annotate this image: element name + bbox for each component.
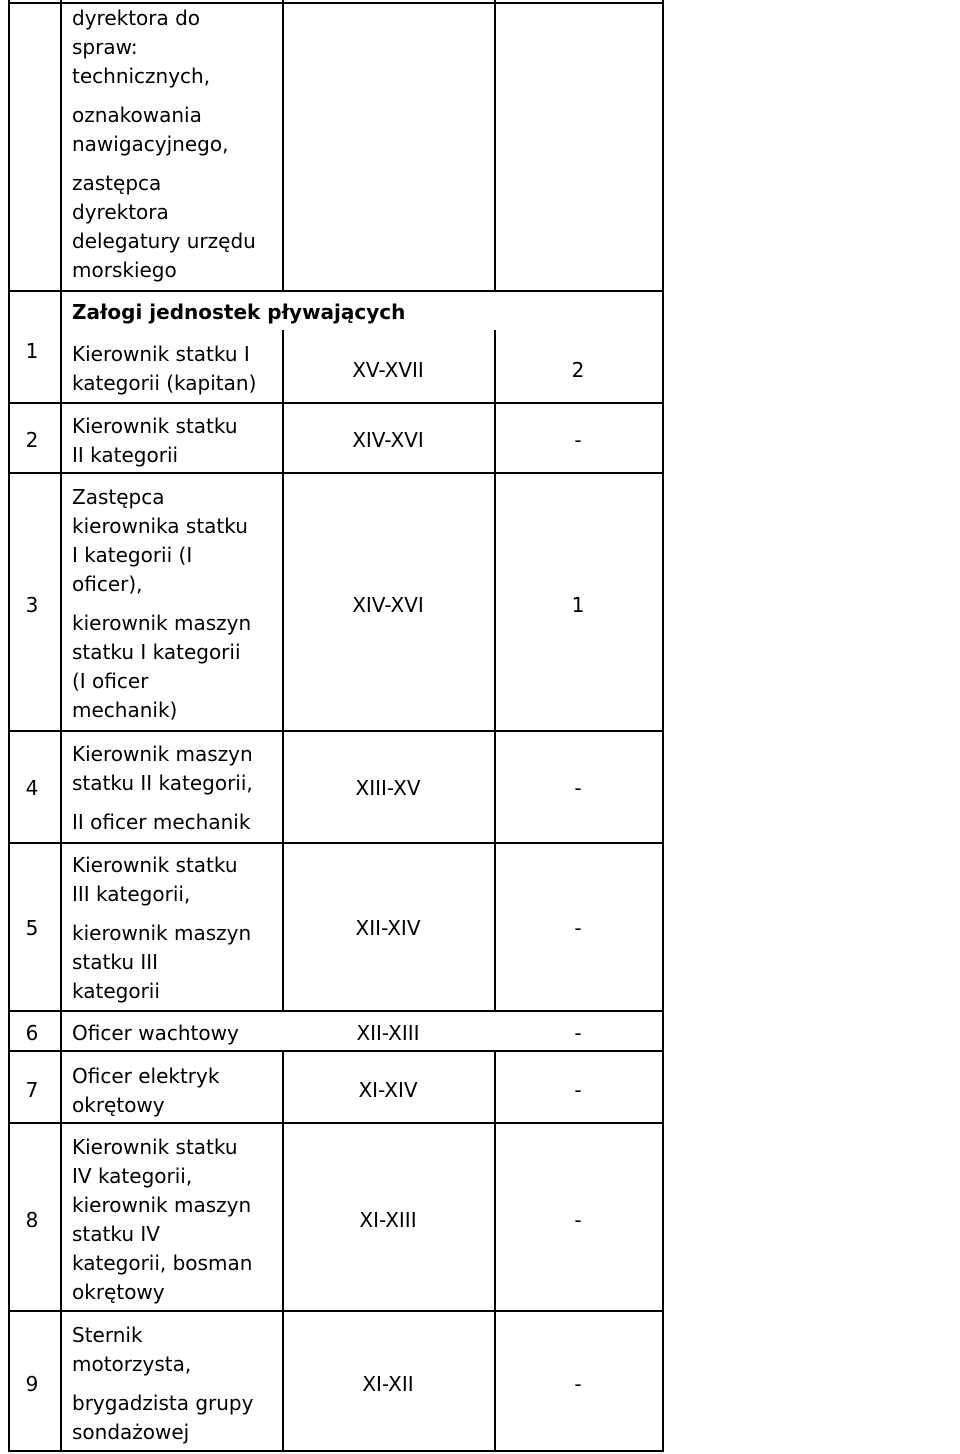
top-fragment-text [72, 4, 256, 285]
name-line: kierownik maszyn [72, 1193, 252, 1217]
row-number: 8 [25, 1208, 39, 1232]
category-code: XV-XVII [352, 358, 424, 382]
count-value: - [574, 1208, 582, 1232]
fragment-line: morskiego [72, 258, 177, 282]
count-value: - [574, 1021, 582, 1045]
name-line: Sternik [72, 1323, 143, 1347]
column-divider-2 [282, 0, 284, 290]
category-code: XII-XIV [355, 916, 421, 940]
category-code: XII-XIII [356, 1021, 420, 1045]
count-value: - [574, 1078, 582, 1102]
row-number: 5 [25, 916, 39, 940]
position-name [72, 1019, 239, 1048]
category-code: XI-XIV [358, 1078, 418, 1102]
column-divider-2c [282, 1050, 284, 1452]
row-divider [8, 1122, 664, 1124]
row-divider [8, 730, 664, 732]
row-divider [8, 842, 664, 844]
name-line: statku IV [72, 1222, 160, 1246]
name-line: kierownika statku [72, 514, 248, 538]
position-name [72, 740, 253, 837]
row-divider [8, 1010, 664, 1012]
row-number: 3 [25, 593, 39, 617]
name-line: Kierownik statku [72, 853, 238, 877]
count-value: - [574, 428, 582, 452]
table-border-right [662, 0, 664, 1452]
count-value: 2 [571, 358, 585, 382]
name-line: IV kategorii, [72, 1164, 193, 1188]
count-value: 1 [571, 593, 585, 617]
fragment-line: technicznych, [72, 64, 211, 88]
name-line: okrętowy [72, 1280, 165, 1304]
name-line: Oficer elektryk [72, 1064, 220, 1088]
name-line: I kategorii (I [72, 543, 193, 567]
name-line: kategorii, bosman [72, 1251, 253, 1275]
name-line: (I oficer [72, 669, 149, 693]
count-value: - [574, 776, 582, 800]
column-divider-3 [494, 0, 496, 290]
row-number: 7 [25, 1078, 39, 1102]
row-divider [8, 290, 664, 292]
position-name [72, 340, 256, 398]
name-line: oficer), [72, 572, 143, 596]
position-name [72, 483, 251, 725]
name-line: okrętowy [72, 1093, 165, 1117]
category-code: XI-XIII [359, 1208, 417, 1232]
column-divider-1 [60, 0, 62, 1452]
fragment-line: delegatury urzędu [72, 229, 256, 253]
count-value: - [574, 916, 582, 940]
name-line: kategorii (kapitan) [72, 371, 257, 395]
name-line: mechanik) [72, 698, 178, 722]
position-name [72, 1062, 219, 1120]
column-divider-3c [494, 1050, 496, 1452]
name-line: II kategorii [72, 443, 179, 467]
column-divider-2b [282, 330, 284, 1010]
position-name [72, 412, 238, 470]
table-border-bottom [8, 1450, 664, 1452]
category-code: XIII-XV [355, 776, 421, 800]
category-code: XIV-XVI [352, 593, 424, 617]
name-line: kategorii [72, 979, 160, 1003]
category-code: XIV-XVI [352, 428, 424, 452]
name-line: statku II kategorii, [72, 771, 253, 795]
name-line: Kierownik statku I [72, 342, 250, 366]
name-line: sondażowej [72, 1420, 190, 1444]
name-line: kierownik maszyn [72, 921, 252, 945]
row-number: 4 [25, 776, 39, 800]
count-value: - [574, 1372, 582, 1396]
position-name [72, 851, 251, 1006]
section-heading: Załogi jednostek pływających [72, 300, 406, 324]
fragment-line: nawigacyjnego, [72, 132, 229, 156]
row-number: 9 [25, 1372, 39, 1396]
row-number: 2 [25, 428, 39, 452]
name-line: Zastępca [72, 485, 165, 509]
name-line: brygadzista grupy [72, 1391, 254, 1415]
fragment-line: spraw: [72, 35, 138, 59]
position-name [72, 1321, 253, 1447]
name-line: Kierownik maszyn [72, 742, 253, 766]
name-line: III kategorii, [72, 882, 191, 906]
table-border-left [8, 0, 10, 1452]
position-name [72, 1133, 252, 1307]
row-divider [8, 402, 664, 404]
row-number: 1 [25, 339, 39, 363]
fragment-line: oznakowania [72, 103, 202, 127]
category-code: XI-XII [362, 1372, 414, 1396]
row-divider [8, 1050, 664, 1052]
column-divider-3b [494, 330, 496, 1010]
fragment-line: dyrektora do [72, 6, 201, 30]
name-line: Kierownik statku [72, 414, 238, 438]
fragment-line: zastępca [72, 171, 162, 195]
name-line: statku III [72, 950, 159, 974]
name-line: II oficer mechanik [72, 810, 251, 834]
fragment-line: dyrektora [72, 200, 169, 224]
name-line: statku I kategorii [72, 640, 241, 664]
row-divider [8, 472, 664, 474]
name-line: Kierownik statku [72, 1135, 238, 1159]
row-number: 6 [25, 1021, 39, 1045]
row-divider [8, 1310, 664, 1312]
name-line: Oficer wachtowy [72, 1021, 239, 1045]
name-line: motorzysta, [72, 1352, 192, 1376]
name-line: kierownik maszyn [72, 611, 252, 635]
